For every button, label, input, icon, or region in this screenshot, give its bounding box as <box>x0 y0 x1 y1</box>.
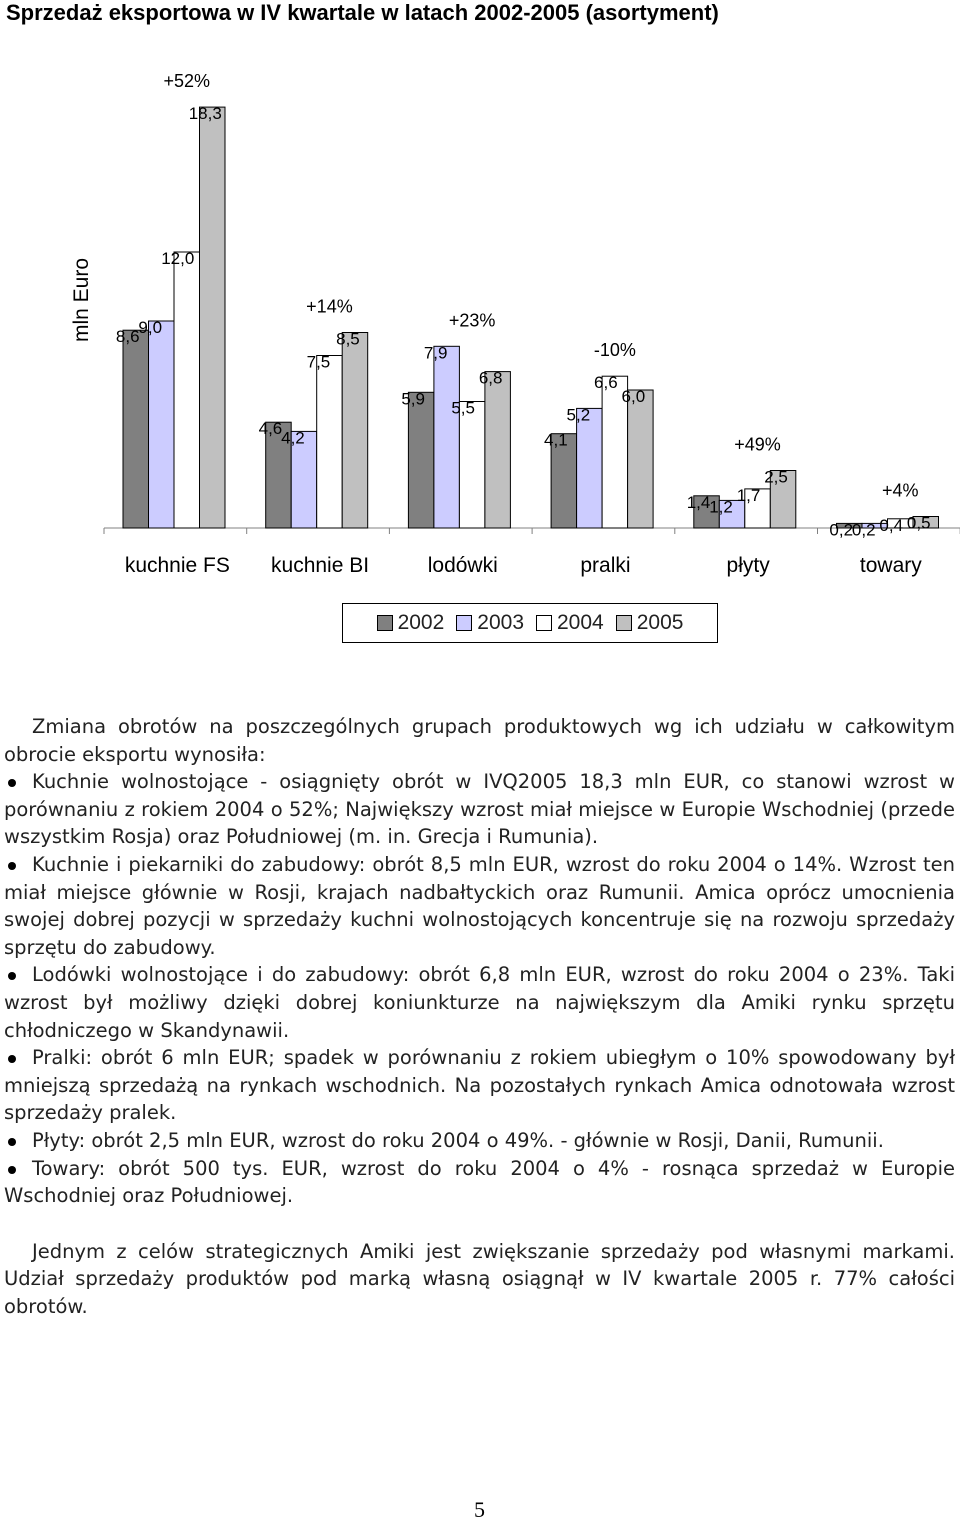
data-label: 5,2 <box>566 405 591 425</box>
bullet-paragraph: Płyty: obrót 2,5 mln EUR, wzrost do roku 2004 o 49%. - głównie w Rosji, Danii, Rumunii. <box>4 1127 955 1155</box>
category-label: kuchnie FS <box>124 554 230 577</box>
y-axis-label: mln Euro <box>70 257 93 343</box>
bar-2003 <box>149 321 175 528</box>
category-label: lodówki <box>427 554 498 577</box>
bar-2005 <box>342 333 368 529</box>
data-label: 4,2 <box>281 428 305 448</box>
data-label: 1,2 <box>709 497 733 517</box>
bullet-paragraph: Towary: obrót 500 tys. EUR, wzrost do roku 2004 o 4% - rosnąca sprzedaż w Europie Wschodniej oraz Południowej. <box>4 1155 955 1210</box>
data-label: 6,0 <box>621 387 646 406</box>
legend-swatch <box>616 615 632 631</box>
bar-2003 <box>577 408 603 528</box>
bar-2004 <box>459 402 485 529</box>
body-text <box>4 713 955 1320</box>
bar-2003 <box>434 346 460 528</box>
bar-2002 <box>408 392 434 528</box>
bullet-paragraph: Lodówki wolnostojące i do zabudowy: obrót 6,8 mln EUR, wzrost do roku 2004 o 23%. Taki wzrost był możliwy dzięki dobrej koniunkturze na największym dla Amiki rynku sprzętu chłodniczego w Skandynawii. <box>4 961 955 1044</box>
page-number: 5 <box>474 1497 485 1522</box>
category-label: kuchnie BI <box>271 554 370 577</box>
bar-2005 <box>200 107 226 528</box>
legend-item <box>616 611 684 635</box>
data-label: 7,5 <box>306 352 331 372</box>
data-label: 1,7 <box>736 485 761 505</box>
data-label: 4,6 <box>258 419 283 439</box>
paragraph-gap <box>4 1210 955 1238</box>
category-label: płyty <box>726 554 770 577</box>
paragraph: Zmiana obrotów na poszczególnych grupach produktowych wg ich udziału w całkowitym obrocie eksportu wynosiła: <box>4 715 955 766</box>
category-label: towary <box>859 554 922 577</box>
legend-label: 2005 <box>636 611 684 634</box>
bullet-paragraph: Kuchnie i piekarniki do zabudowy: obrót 8,5 mln EUR, wzrost do roku 2004 o 14%. Wzrost ten miał miejsce głównie w Rosji, krajach nadbałtyckich oraz Rumunii. Amica oprócz umocnienia swojej dobrej pozycji w sprzedaży kuchni wolnostojących koncentruje się na rozwoju sprzedaży sprzętu do zabudowy. <box>4 851 955 961</box>
change-annotation: +52% <box>163 71 211 92</box>
change-annotation: -10% <box>593 340 636 361</box>
data-label: 5,5 <box>451 398 475 418</box>
category-label: pralki <box>580 554 631 577</box>
chart-title: Sprzedaż eksportowa w IV kwartale w latach 2002-2005 (asortyment) <box>6 0 719 25</box>
bar-2002 <box>123 330 149 528</box>
data-label: 9,0 <box>138 318 163 337</box>
bullet-paragraph: Pralki: obrót 6 mln EUR; spadek w porównaniu z rokiem ubiegłym o 10% spowodowany był mniejszą sprzedażą na rynkach wschodnich. Na pozostałych rynkach Amica odnotowała wzrost sprzedaży pralek. <box>4 1044 955 1127</box>
data-label: 8,6 <box>115 327 140 347</box>
data-label: 0,4 <box>879 515 904 535</box>
legend-item <box>377 611 445 635</box>
legend-swatch <box>536 615 552 631</box>
data-label: 7,9 <box>423 343 448 363</box>
bar-2005 <box>485 372 511 528</box>
data-label: 18,3 <box>188 104 222 124</box>
data-label: 2,5 <box>764 467 788 487</box>
data-label: 0,5 <box>906 513 931 533</box>
bar-2004 <box>317 356 343 529</box>
data-label: 6,6 <box>594 373 618 393</box>
bar-2005 <box>628 390 654 528</box>
chart-legend <box>342 603 718 643</box>
data-label: 4,1 <box>544 430 568 450</box>
change-annotation: +4% <box>881 480 919 501</box>
legend-swatch <box>377 615 393 631</box>
data-label: 8,5 <box>336 329 360 349</box>
data-label: 6,8 <box>478 368 503 388</box>
bar-2004 <box>174 252 200 528</box>
data-label: 1,4 <box>686 492 711 512</box>
change-annotation: +49% <box>734 434 781 455</box>
change-annotation: +14% <box>306 296 353 317</box>
paragraph: Jednym z celów strategicznych Amiki jest zwiększanie sprzedaży pod własnymi markami. Udział sprzedaży produktów pod marką własną osiągnął w IV kwartale 2005 r. 77% całości obrotów. <box>4 1239 955 1318</box>
legend-label: 2002 <box>397 611 445 634</box>
change-annotation: +23% <box>448 310 496 331</box>
legend-item <box>456 611 524 635</box>
data-label: 12,0 <box>161 249 195 268</box>
data-label: 0,2 <box>829 520 854 540</box>
legend-item <box>536 611 604 635</box>
legend-label: 2003 <box>477 611 524 634</box>
bar-chart <box>0 0 960 600</box>
legend-swatch <box>456 615 472 631</box>
legend-label: 2004 <box>557 611 604 634</box>
bullet-paragraph: Kuchnie wolnostojące - osiągnięty obrót w IVQ2005 18,3 mln EUR, co stanowi wzrost w porównaniu z rokiem 2004 o 52%; Największy wzrost miał miejsce w Europie Wschodniej (przede wszystkim Rosja) oraz Południowej (m. in. Grecja i Rumunia). <box>4 768 955 851</box>
data-label: 5,9 <box>401 389 425 409</box>
data-label: 0,2 <box>851 520 876 540</box>
